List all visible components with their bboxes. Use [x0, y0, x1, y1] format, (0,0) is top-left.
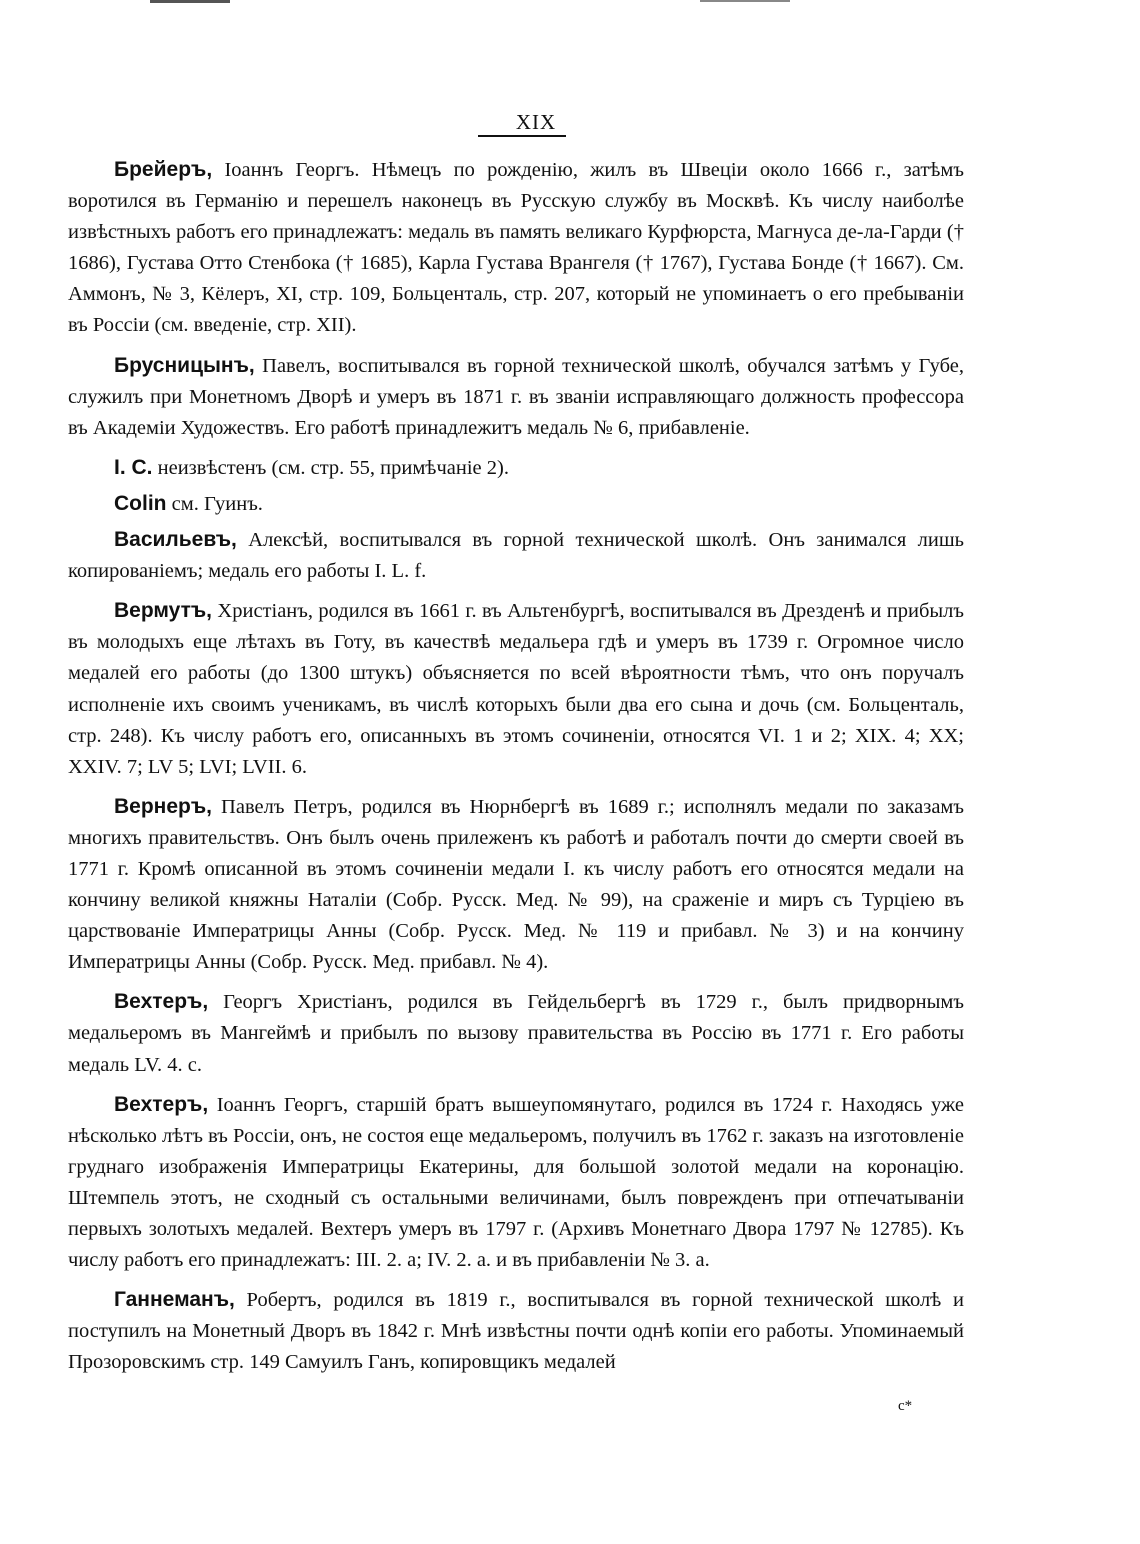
page-number-rule — [478, 135, 566, 137]
entry-name: Вермутъ, — [114, 599, 213, 623]
entry-text: см. Гуинъ. — [166, 492, 263, 515]
body-text — [68, 154, 964, 1386]
entry-name: Вехтеръ, — [114, 990, 209, 1014]
entry-name: Colin — [114, 491, 167, 515]
entry-name: Вернеръ, — [114, 794, 213, 818]
entry-text: неизвѣстенъ (см. стр. 55, примѣчаніе 2). — [152, 456, 509, 479]
entry-text: Іоаннъ Георгъ. Нѣмецъ по рожденію, жилъ въ Швеціи около 1666 г., затѣмъ воротился въ Германію и перешелъ наконецъ въ Русскую службу въ Москвѣ. Къ числу наиболѣе извѣстныхъ работъ его принадлежатъ: медаль въ память великаго Курфюрста, Магнуса де-ла-Гарди († 1686), Густава Отто Стенбока († 1685), Карла Густава Врангеля († 1767), Густава Бонде († 1667). См. Аммонъ, № 3, Кёлеръ, XI, стр. 109, Больценталь, стр. 207, который не упоминаетъ о его пребываніи въ Россіи (см. введеніе, стр. XII). — [68, 159, 964, 337]
entry-verner — [68, 791, 964, 979]
entry-text: Іоаннъ Георгъ, старшій братъ вышеупомянутаго, родился въ 1724 г. Находясь уже нѣсколько лѣтъ въ Россіи, онъ, не состоя еще медальеромъ, получилъ въ 1762 г. заказъ на изготовленіе груднаго изображенія Императрицы Екатерины, для большой золотой медали на коронацію. Штемпель этотъ, не сходный съ остальными величинами, былъ поврежденъ при отпечатываніи первыхъ золотыхъ медалей. Вехтеръ умеръ въ 1797 г. (Архивъ Монетнаго Двора 1797 № 12785). Къ числу работъ его принадлежатъ: III. 2. a; IV. 2. a. и въ прибавленіи № 3. a. — [68, 1093, 964, 1272]
scan-edge-mark — [700, 0, 790, 2]
entry-name: Брейеръ, — [114, 158, 213, 181]
scan-edge-mark — [150, 0, 230, 3]
entry-name: I. C. — [114, 455, 153, 479]
entry-text: Павелъ, воспитывался въ горной технической школѣ, обучался затѣмъ у Губе, служилъ при Монетномъ Дворѣ и умеръ въ 1871 г. въ званіи исправляющаго должность профессора въ Академіи Художествъ. Его работѣ принадлежитъ медаль № 6, прибавленіе. — [68, 354, 964, 439]
entry-vermut — [68, 595, 964, 783]
entry-text: Христіанъ, родился въ 1661 г. въ Альтенбургѣ, воспитывался въ Дрезденѣ и прибылъ въ молодыхъ еще лѣтахъ въ Готу, въ качествѣ медальера гдѣ и умеръ въ 1739 г. Огромное число медалей его работы (до 1300 штукъ) объясняется по всей вѣроятности тѣмъ, что онъ поручалъ исполненіе ихъ своимъ ученикамъ, въ числѣ которыхъ были два его сына и дочь (см. Больценталь, стр. 248). Къ числу работъ его, описанныхъ въ этомъ сочиненіи, относятся VI. 1 и 2; XIX. 4; XX; XXIV. 7; LV 5; LVI; LVII. 6. — [68, 600, 964, 778]
entry-name: Васильевъ, — [114, 528, 237, 552]
entry-text: Алексѣй, воспитывался въ горной технической школѣ. Онъ занимался лишь копированіемъ; медаль его работы I. L. f. — [68, 529, 964, 583]
entry-vekhter-ioann — [68, 1089, 964, 1277]
entry-brusnitsyn — [68, 350, 964, 444]
signature-mark: c* — [898, 1398, 913, 1414]
entry-text: Георгъ Христіанъ, родился въ Гейдельбергѣ въ 1729 г., былъ придворнымъ медальеромъ въ Мангеймѣ и прибылъ по вызову правительства въ Россію въ 1771 г. Его работы медаль LV. 4. c. — [68, 991, 964, 1076]
entry-text: Павелъ Петръ, родился въ Нюрнбергѣ въ 1689 г.; исполнялъ медали по заказамъ многихъ правительствъ. Онъ былъ очень прилеженъ къ работѣ и работалъ почти до смерти своей въ 1771 г. Кромѣ описанной въ этомъ сочиненіи медали I. къ числу работъ его относятся медали на кончину великой княжны Наталіи (Собр. Русск. Мед. № 99), на сраженіе и миръ съ Турціею въ царствованіе Императрицы Анны (Собр. Русск. Мед. № 119 и прибавл. № 3) и на кончину Императрицы Анны (Собр. Русск. Мед. прибавл. № 4). — [68, 795, 964, 974]
entry-name: Ганнеманъ, — [114, 1288, 235, 1312]
entry-vasiliev — [68, 524, 964, 587]
entry-vekhter-georg — [68, 986, 964, 1080]
entry-colin — [68, 488, 964, 520]
entry-ganneman — [68, 1284, 964, 1378]
entry-ic — [68, 452, 964, 484]
entry-name: Брусницынъ, — [114, 353, 255, 377]
entry-breier — [68, 154, 964, 342]
page-number: XIX — [515, 110, 557, 134]
entry-text: Робертъ, родился въ 1819 г., воспитывался въ горной технической школѣ и поступилъ на Монетный Дворъ въ 1842 г. Мнѣ извѣстны почти однѣ копіи его работы. Упоминаемый Прозоровскимъ стр. 149 Самуилъ Ганъ, копировщикъ медалей — [68, 1289, 964, 1374]
entry-name: Вехтеръ, — [114, 1092, 209, 1116]
